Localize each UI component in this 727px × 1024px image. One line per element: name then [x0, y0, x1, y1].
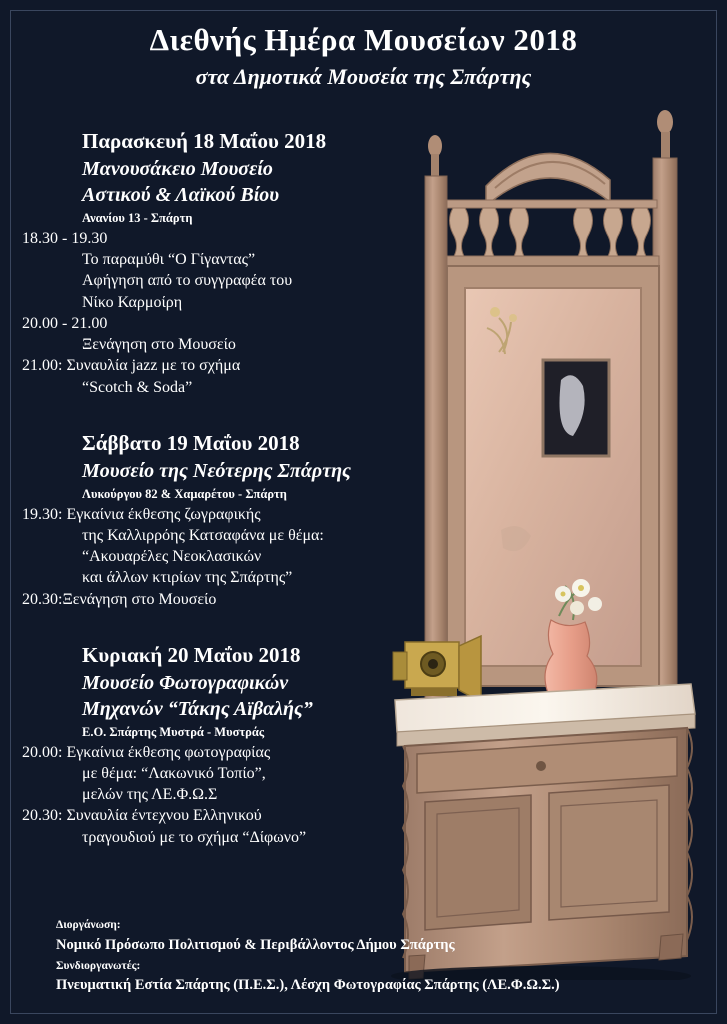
- coorganizer-label: Συνδιοργανωτές:: [56, 959, 141, 972]
- entry-time: 20.30:Ξενάγηση στο Μουσείο: [22, 590, 217, 608]
- entry-time: 21.00: Συναυλία jazz με το σχήμα: [22, 357, 241, 375]
- section-date: Παρασκευή 18 Μαΐου 2018: [82, 129, 327, 153]
- organizer-label: Διοργάνωση:: [56, 919, 121, 932]
- section-date: Κυριακή 20 Μαΐου 2018: [82, 642, 301, 667]
- entry-line: Νίκο Καρμοίρη: [82, 293, 183, 311]
- entry-line: τραγουδιού με το σχήμα “Δίφωνο”: [82, 828, 307, 846]
- entry-time: 20.00: Εγκαίνια έκθεσης φωτογραφίας: [22, 743, 271, 761]
- entry-time: 20.00 - 21.00: [22, 314, 108, 332]
- entry-line: με θέμα: “Λακωνικό Τοπίο”,: [82, 764, 266, 782]
- entry-line: και άλλων κτιρίων της Σπάρτης”: [82, 569, 293, 587]
- section-address: Ε.Ο. Σπάρτης Μυστρά - Μυστράς: [82, 724, 265, 739]
- schedule-section: [22, 430, 402, 610]
- entry-line: Το παραμύθι “Ο Γίγαντας”: [82, 250, 256, 268]
- schedule-section: [22, 642, 402, 848]
- section-venue-line1: Μανουσάκειο Μουσείο: [82, 157, 273, 180]
- entry-line: “Scotch & Soda”: [82, 378, 193, 396]
- schedule-content: [22, 128, 402, 860]
- antique-camera: [393, 636, 481, 702]
- entry-line: μελών της ΛΕ.Φ.Ω.Σ: [82, 786, 218, 804]
- entry-line: “Ακουαρέλες Νεοκλασικών: [82, 548, 262, 566]
- entry-line: Ξενάγηση στο Μουσείο: [82, 336, 236, 354]
- section-date: Σάββατο 19 Μαΐου 2018: [82, 430, 300, 455]
- page-subtitle: στα Δημοτικά Μουσεία της Σπάρτης: [195, 64, 532, 89]
- entry-line: της Καλλιρρόης Κατσαφάνα με θέμα:: [82, 526, 324, 544]
- schedule-section: [22, 128, 402, 398]
- antique-washstand-with-mirror-illustration: [391, 60, 709, 980]
- section-venue-line2: Μηχανών “Τάκης Αϊβαλής”: [82, 697, 313, 720]
- footer: [56, 917, 696, 998]
- page-title: Διεθνής Ημέρα Μουσείων 2018: [149, 22, 578, 57]
- entry-time: 20.30: Συναυλία έντεχνου Ελληνικού: [22, 807, 262, 825]
- section-address: Λυκούργου 82 & Χαμαρέτου - Σπάρτη: [82, 486, 287, 501]
- coorganizer-names: Πνευματική Εστία Σπάρτης (Π.Ε.Σ.), Λέσχη Φωτογραφίας Σπάρτης (ΛΕ.Φ.Ω.Σ.): [56, 976, 560, 993]
- section-address: Ανανίου 13 - Σπάρτη: [82, 210, 193, 225]
- section-venue-line1: Μουσείο της Νεότερης Σπάρτης: [82, 459, 351, 482]
- entry-time: 18.30 - 19.30: [22, 229, 108, 247]
- organizer-name: Νομικό Πρόσωπο Πολιτισμού & Περιβάλλοντος Δήμου Σπάρτης: [56, 936, 455, 953]
- section-venue-line2: Αστικού & Λαϊκού Βίου: [82, 183, 280, 206]
- entry-time: 19.30: Εγκαίνια έκθεσης ζωγραφικής: [22, 505, 261, 523]
- section-venue-line1: Μουσείο Φωτογραφικών: [82, 671, 289, 694]
- entry-line: Αφήγηση από το συγγραφέα του: [82, 272, 293, 290]
